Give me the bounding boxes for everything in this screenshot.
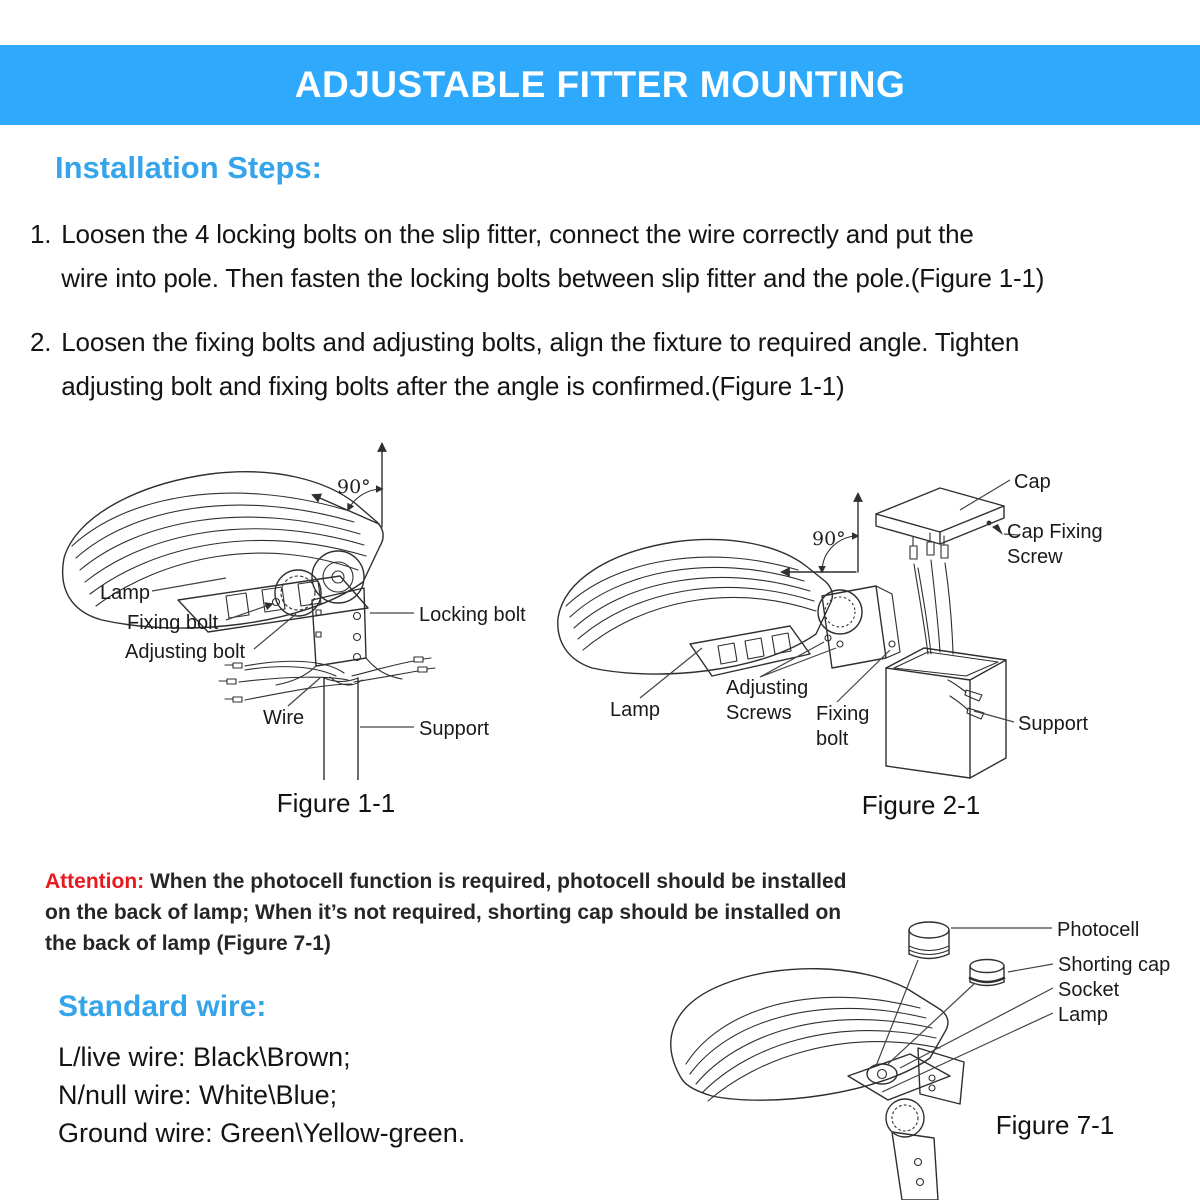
label-fixing-bolt <box>816 702 869 752</box>
figure-1-1-caption: Figure 1-1 <box>276 788 396 818</box>
label-adjusting-bolt: Adjusting bolt <box>125 641 246 663</box>
figure-1-1 <box>30 430 590 830</box>
label-wire: Wire <box>263 707 305 729</box>
label-line: bolt <box>816 728 849 750</box>
label-support: Support <box>1018 713 1089 735</box>
lamp-head <box>558 539 833 676</box>
attention-line: the back of lamp (Figure 7-1) <box>45 932 331 955</box>
label-socket: Socket <box>1058 979 1120 1001</box>
header-banner <box>0 45 1200 125</box>
mounting-arm <box>886 1099 938 1200</box>
wire-spec-null: N/null wire: White\Blue; <box>58 1080 338 1110</box>
wire-spec-live: L/live wire: Black\Brown; <box>58 1042 351 1072</box>
cap <box>876 488 1004 544</box>
angle-90-label: 90° <box>812 528 846 550</box>
installation-step-2 <box>30 320 1019 408</box>
label-shorting-cap: Shorting cap <box>1058 954 1171 976</box>
installation-steps-heading: Installation Steps: <box>55 150 322 185</box>
label-fixing-bolt: Fixing bolt <box>127 612 219 634</box>
standard-wire-list <box>58 1038 465 1152</box>
adjusting-joint <box>818 586 900 668</box>
label-line: Screw <box>1007 546 1063 568</box>
figure-7-1 <box>620 880 1200 1200</box>
label-photocell: Photocell <box>1057 919 1140 941</box>
support-box <box>886 648 1006 778</box>
label-line: Screws <box>726 702 792 724</box>
label-lamp: Lamp <box>1058 1004 1109 1026</box>
figure-7-1-caption: Figure 7-1 <box>995 1110 1115 1140</box>
page-title: ADJUSTABLE FITTER MOUNTING <box>294 64 906 105</box>
label-adjusting-screws <box>726 676 808 726</box>
angle-90-label: 90° <box>337 476 371 498</box>
wire-spec-ground: Ground wire: Green\Yellow-green. <box>58 1118 466 1148</box>
label-support: Support <box>419 718 490 740</box>
step-line: adjusting bolt and fixing bolts after the angle is confirmed.(Figure 1-1) <box>61 371 845 401</box>
leader-lines <box>640 480 1018 722</box>
step-line: Loosen the 4 locking bolts on the slip fitter, connect the wire correctly and put the <box>61 219 974 249</box>
label-line: Adjusting <box>726 677 809 699</box>
attention-label: Attention: <box>45 870 145 893</box>
step-number: 2. <box>30 327 52 357</box>
step-text <box>61 212 1044 300</box>
standard-wire-heading: Standard wire: <box>58 990 267 1023</box>
installation-step-1 <box>30 212 1044 300</box>
shorting-cap <box>970 960 1004 986</box>
photocell <box>909 922 949 959</box>
label-line: Fixing <box>816 703 870 725</box>
attention-line: on the back of lamp; When it’s not required, shorting cap should be installed on <box>45 901 842 924</box>
label-lamp: Lamp <box>610 699 661 721</box>
leader-lines <box>876 928 1053 1092</box>
attention-text: When the photocell function is required, photocell should be installed <box>149 870 847 893</box>
wires <box>910 533 953 654</box>
step-line: wire into pole. Then fasten the locking bolts between slip fitter and the pole.(Figure 1-1) <box>61 263 1045 293</box>
label-lamp: Lamp <box>100 582 151 604</box>
lamp-head <box>671 969 964 1104</box>
label-line: Cap Fixing <box>1007 521 1103 543</box>
label-cap-fixing-screw <box>1007 520 1103 570</box>
step-number: 1. <box>30 219 52 249</box>
step-text <box>61 320 1019 408</box>
figure-2-1-caption: Figure 2-1 <box>861 790 981 820</box>
label-locking-bolt: Locking bolt <box>419 604 526 626</box>
label-cap: Cap <box>1014 471 1051 493</box>
figure-2-1 <box>540 430 1140 830</box>
pole <box>324 678 358 780</box>
step-line: Loosen the fixing bolts and adjusting bolts, align the fixture to required angle. Tighten <box>61 327 1020 357</box>
